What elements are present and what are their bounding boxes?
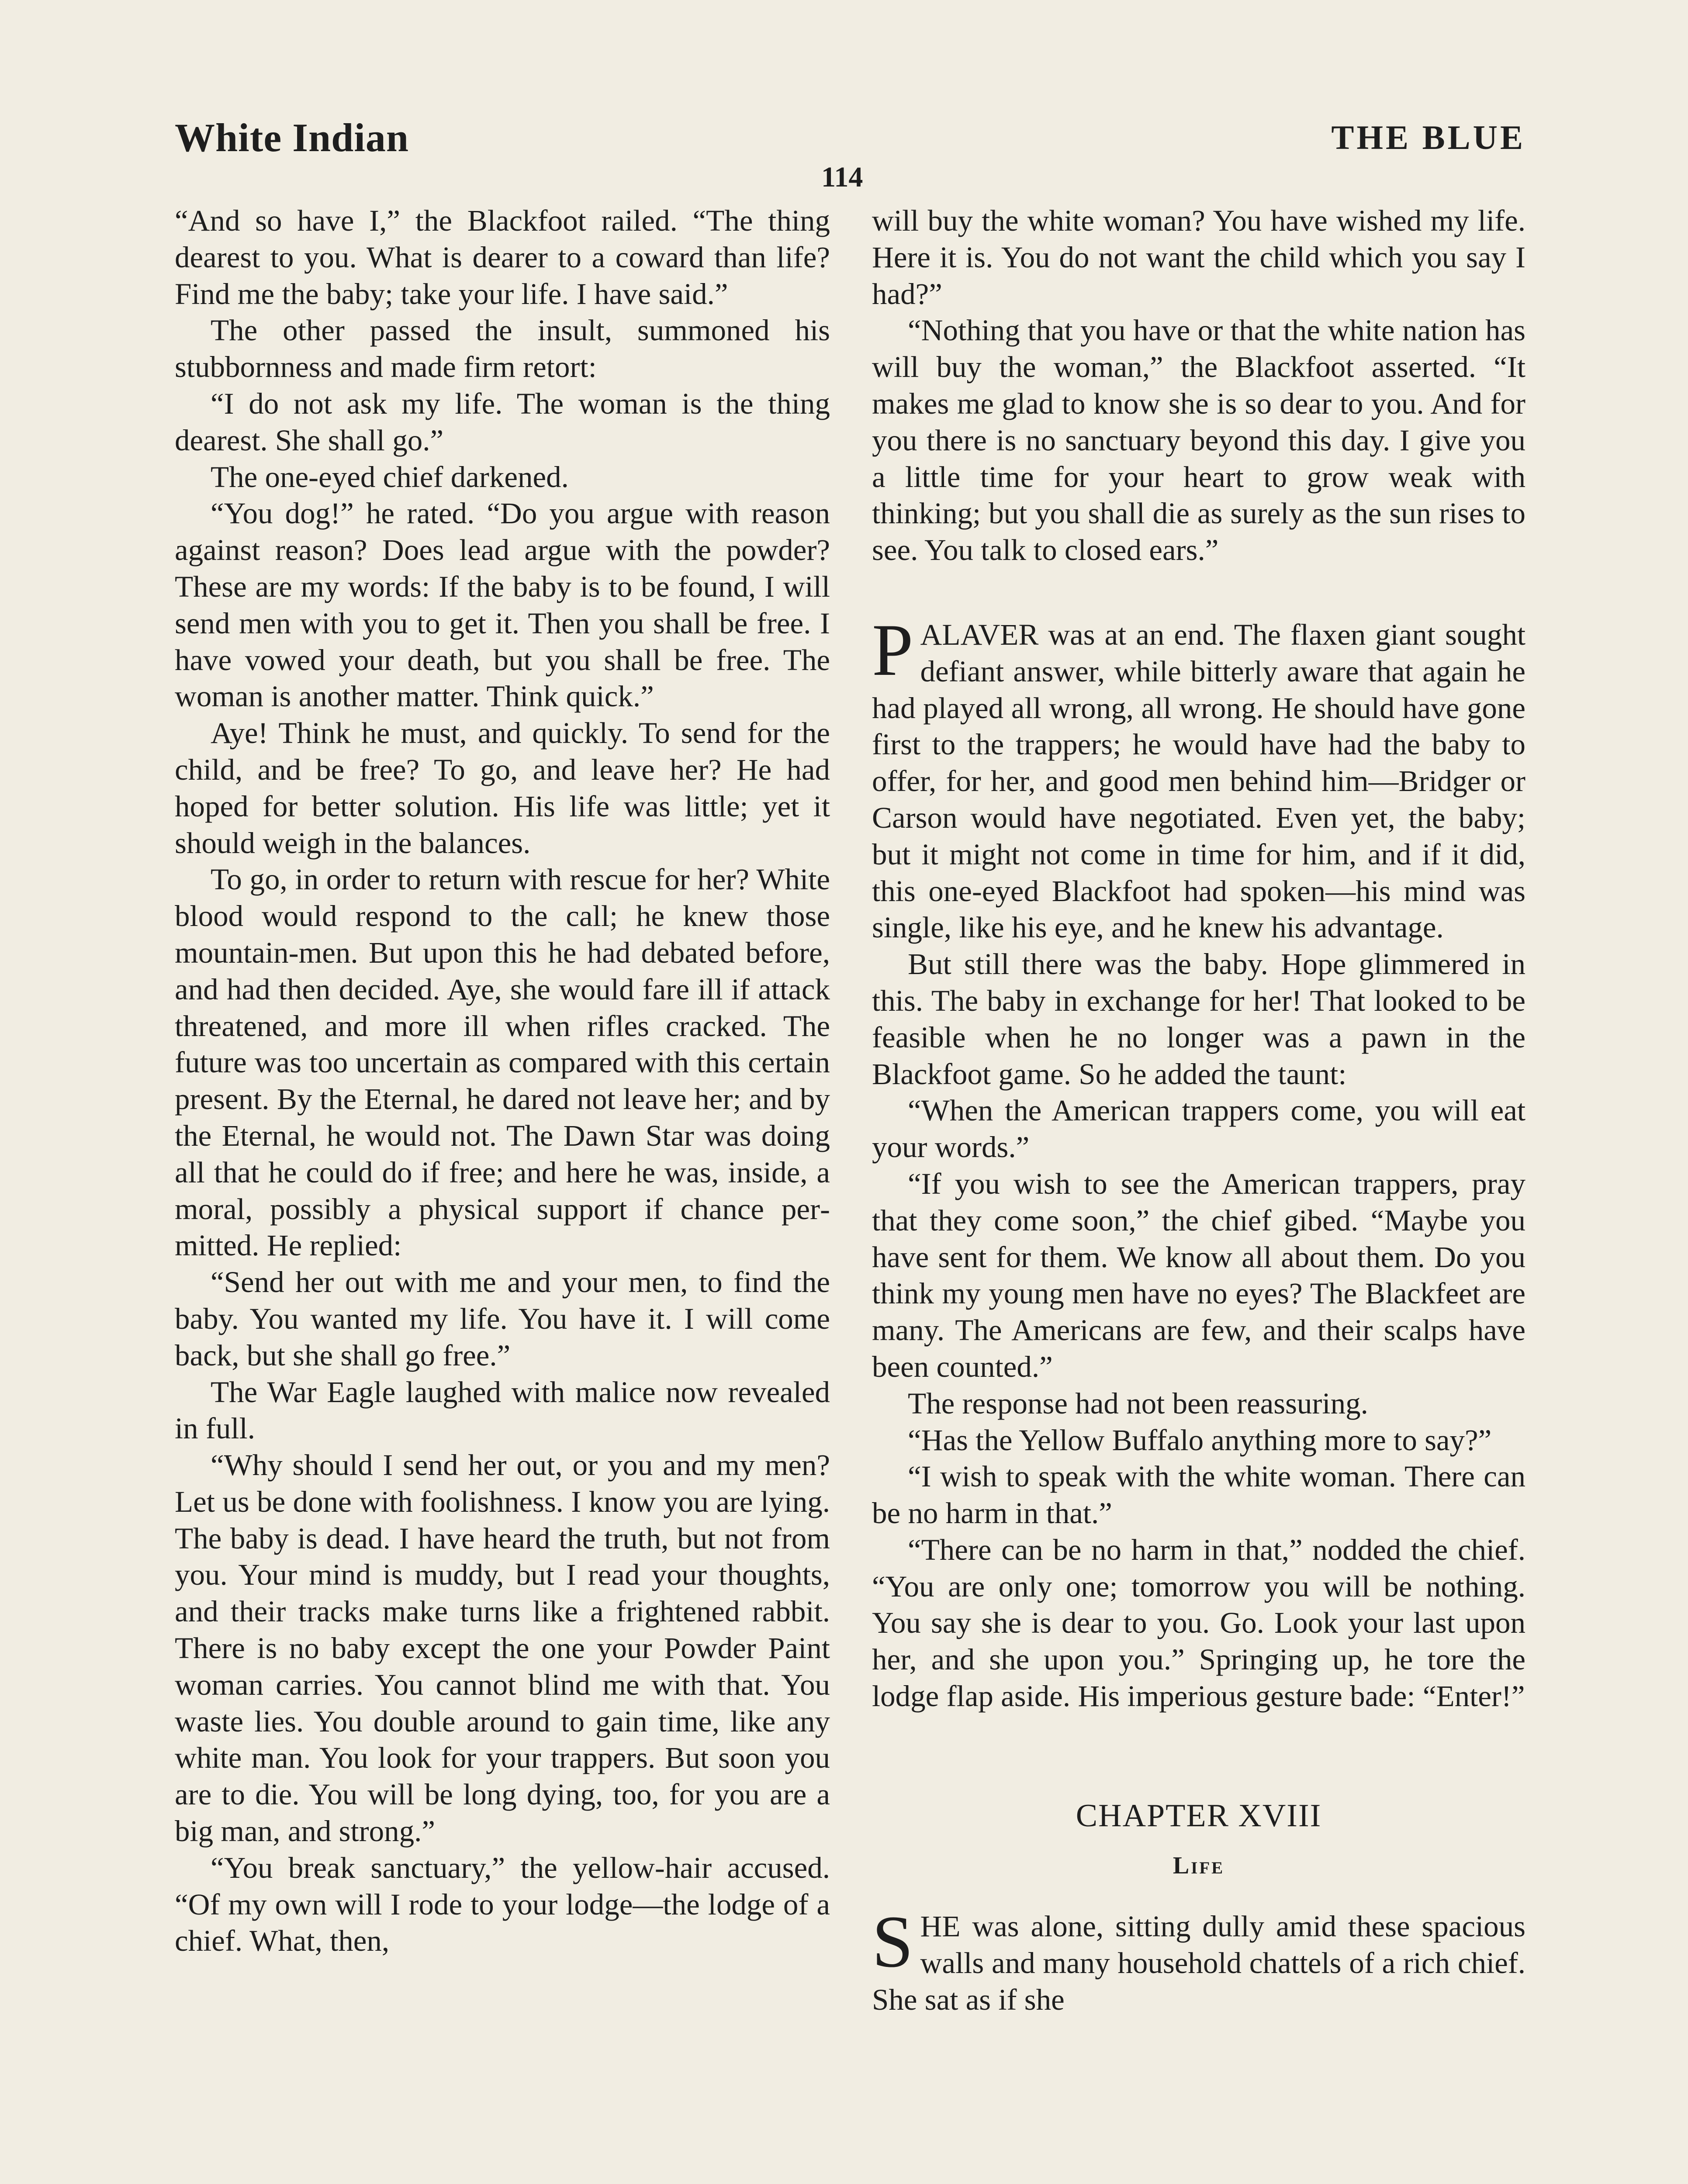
left-text-column [175, 203, 830, 1959]
paragraph: “Why should I send her out, or you and my men? Let us be done with foolishness. I know you are lying. The baby is dead. I have heard the truth, but not from you. Your mind is muddy, but I read your thoughts, and their tracks make turns like a frightened rabbit. There is no baby except the one your Powder Paint woman carries. You cannot blind me with that. You waste lies. You double around to gain time, like any white man. You look for your trappers. But soon you are to die. You will be long dying, too, for you are a big man, and strong.” [175, 1448, 830, 1848]
running-header-magazine-title: THE BLUE [1331, 118, 1525, 156]
drop-cap-initial: S [872, 1901, 913, 1983]
paragraph: “Has the Yellow Buffalo anything more to say?” [908, 1423, 1492, 1457]
dropcap-paragraph [872, 608, 1525, 946]
page-number: 114 [821, 161, 863, 193]
paragraph: Aye! Think he must, and quickly. To send for the child, and be free? To go, and leave her? He had hoped for better solution. His life was little; yet it should weigh in the balances. [175, 716, 830, 860]
paragraph-text: ALAVER was at an end. The flaxen giant sought defiant answer, while bitterly aware that again he had played all wrong, all wrong. He should have gone first to the trappers; he would have had the baby to offer, for her, and good men behind him—Bridger or Carson would have negotiated. Even yet, the baby; but it might not come in time for him, and if it did, this one-eyed Blackfoot had spoken—his mind was single, like his eye, and he knew his advantage. [872, 618, 1525, 944]
paragraph: The War Eagle laughed with malice now revealed in full. [175, 1375, 830, 1445]
paragraph: “I do not ask my life. The woman is the thing dearest. She shall go.” [175, 387, 830, 457]
drop-cap-initial: P [872, 608, 913, 691]
section-break [872, 569, 1525, 617]
paragraph: “Send her out with me and your men, to find the baby. You wanted my life. You have it. I will come back, but she shall go free.” [175, 1265, 830, 1372]
right-text-column [872, 203, 1525, 2018]
running-header-story-title: White Indian [175, 115, 409, 160]
paragraph: But still there was the baby. Hope glimmered in this. The baby in exchange for her! That looked to be feasible when he no longer was a pawn in the Blackfoot game. So he added the taunt: [872, 947, 1525, 1091]
paragraph: The other passed the insult, summoned his stubbornness and made firm retort: [175, 314, 830, 384]
paragraph: “When the American trappers come, you will eat your words.” [872, 1094, 1525, 1164]
paragraph: To go, in order to return with rescue for her? White blood would respond to the call; he knew those mountain-men. But upon this he had debated before, and had then decided. Aye, she would fare ill if attack threatened, and more ill when rifles cracked. The future was too uncertain as compared with this certain present. By the Eternal, he dared not leave her; and by the Eternal, he would not. The Dawn Star was doing all that he could do if free; and here he was, inside, a moral, possibly a physical support if chance permitted. He replied: [175, 863, 830, 1262]
paragraph: will buy the white woman? You have wished my life. Here it is. You do not want the child which you say I had?” [872, 204, 1525, 311]
paragraph: “You break sanctuary,” the yellow-hair accused. “Of my own will I rode to your lodge—the lodge of a chief. What, then, [175, 1851, 830, 1958]
dropcap-paragraph [872, 1901, 1525, 2018]
paragraph: “And so have I,” the Blackfoot railed. “The thing dearest to you. What is dearer to a coward than life? Find me the baby; take your life. I have said.” [175, 204, 830, 311]
paragraph: “You dog!” he rated. “Do you argue with reason against reason? Does lead argue with the powder? These are my words: If the baby is to be found, I will send men with you to get it. Then you shall be free. I have vowed your death, but you shall be free. The woman is another matter. Think quick.” [175, 497, 830, 713]
chapter-subtitle: Life [1173, 1852, 1225, 1879]
paragraph-text: HE was alone, sitting dully amid these spacious walls and many household chattels of a rich chief. She sat as if she [872, 1910, 1525, 2017]
paragraph: “Nothing that you have or that the white nation has will buy the woman,” the Blackfoot asserted. “It makes me glad to know she is so dear to you. And for you there is no sanctuary beyond this day. I give you a little time for your heart to grow weak with thinking; but you shall die as surely as the sun rises to see. You talk to closed ears.” [872, 314, 1525, 567]
chapter-heading: CHAPTER XVIII [1076, 1797, 1322, 1834]
paragraph: “If you wish to see the American trappers, pray that they come soon,” the chief gibed. “Maybe you have sent for them. We know all about them. Do you think my young men have no eyes? The Blackfeet are many. The Americans are few, and their scalps have been counted.” [872, 1167, 1525, 1383]
paragraph: The response had not been reassuring. [908, 1386, 1368, 1420]
paragraph: The one-eyed chief darkened. [211, 460, 569, 494]
paragraph: “There can be no harm in that,” nodded the chief. “You are only one; tomorrow you will be nothing. You say she is dear to you. Go. Look your last upon her, and she upon you.” Springing up, he tore the lodge flap aside. His imperious gesture bade: “Enter!” [872, 1533, 1525, 1713]
paragraph: “I wish to speak with the white woman. There can be no harm in that.” [872, 1460, 1525, 1530]
